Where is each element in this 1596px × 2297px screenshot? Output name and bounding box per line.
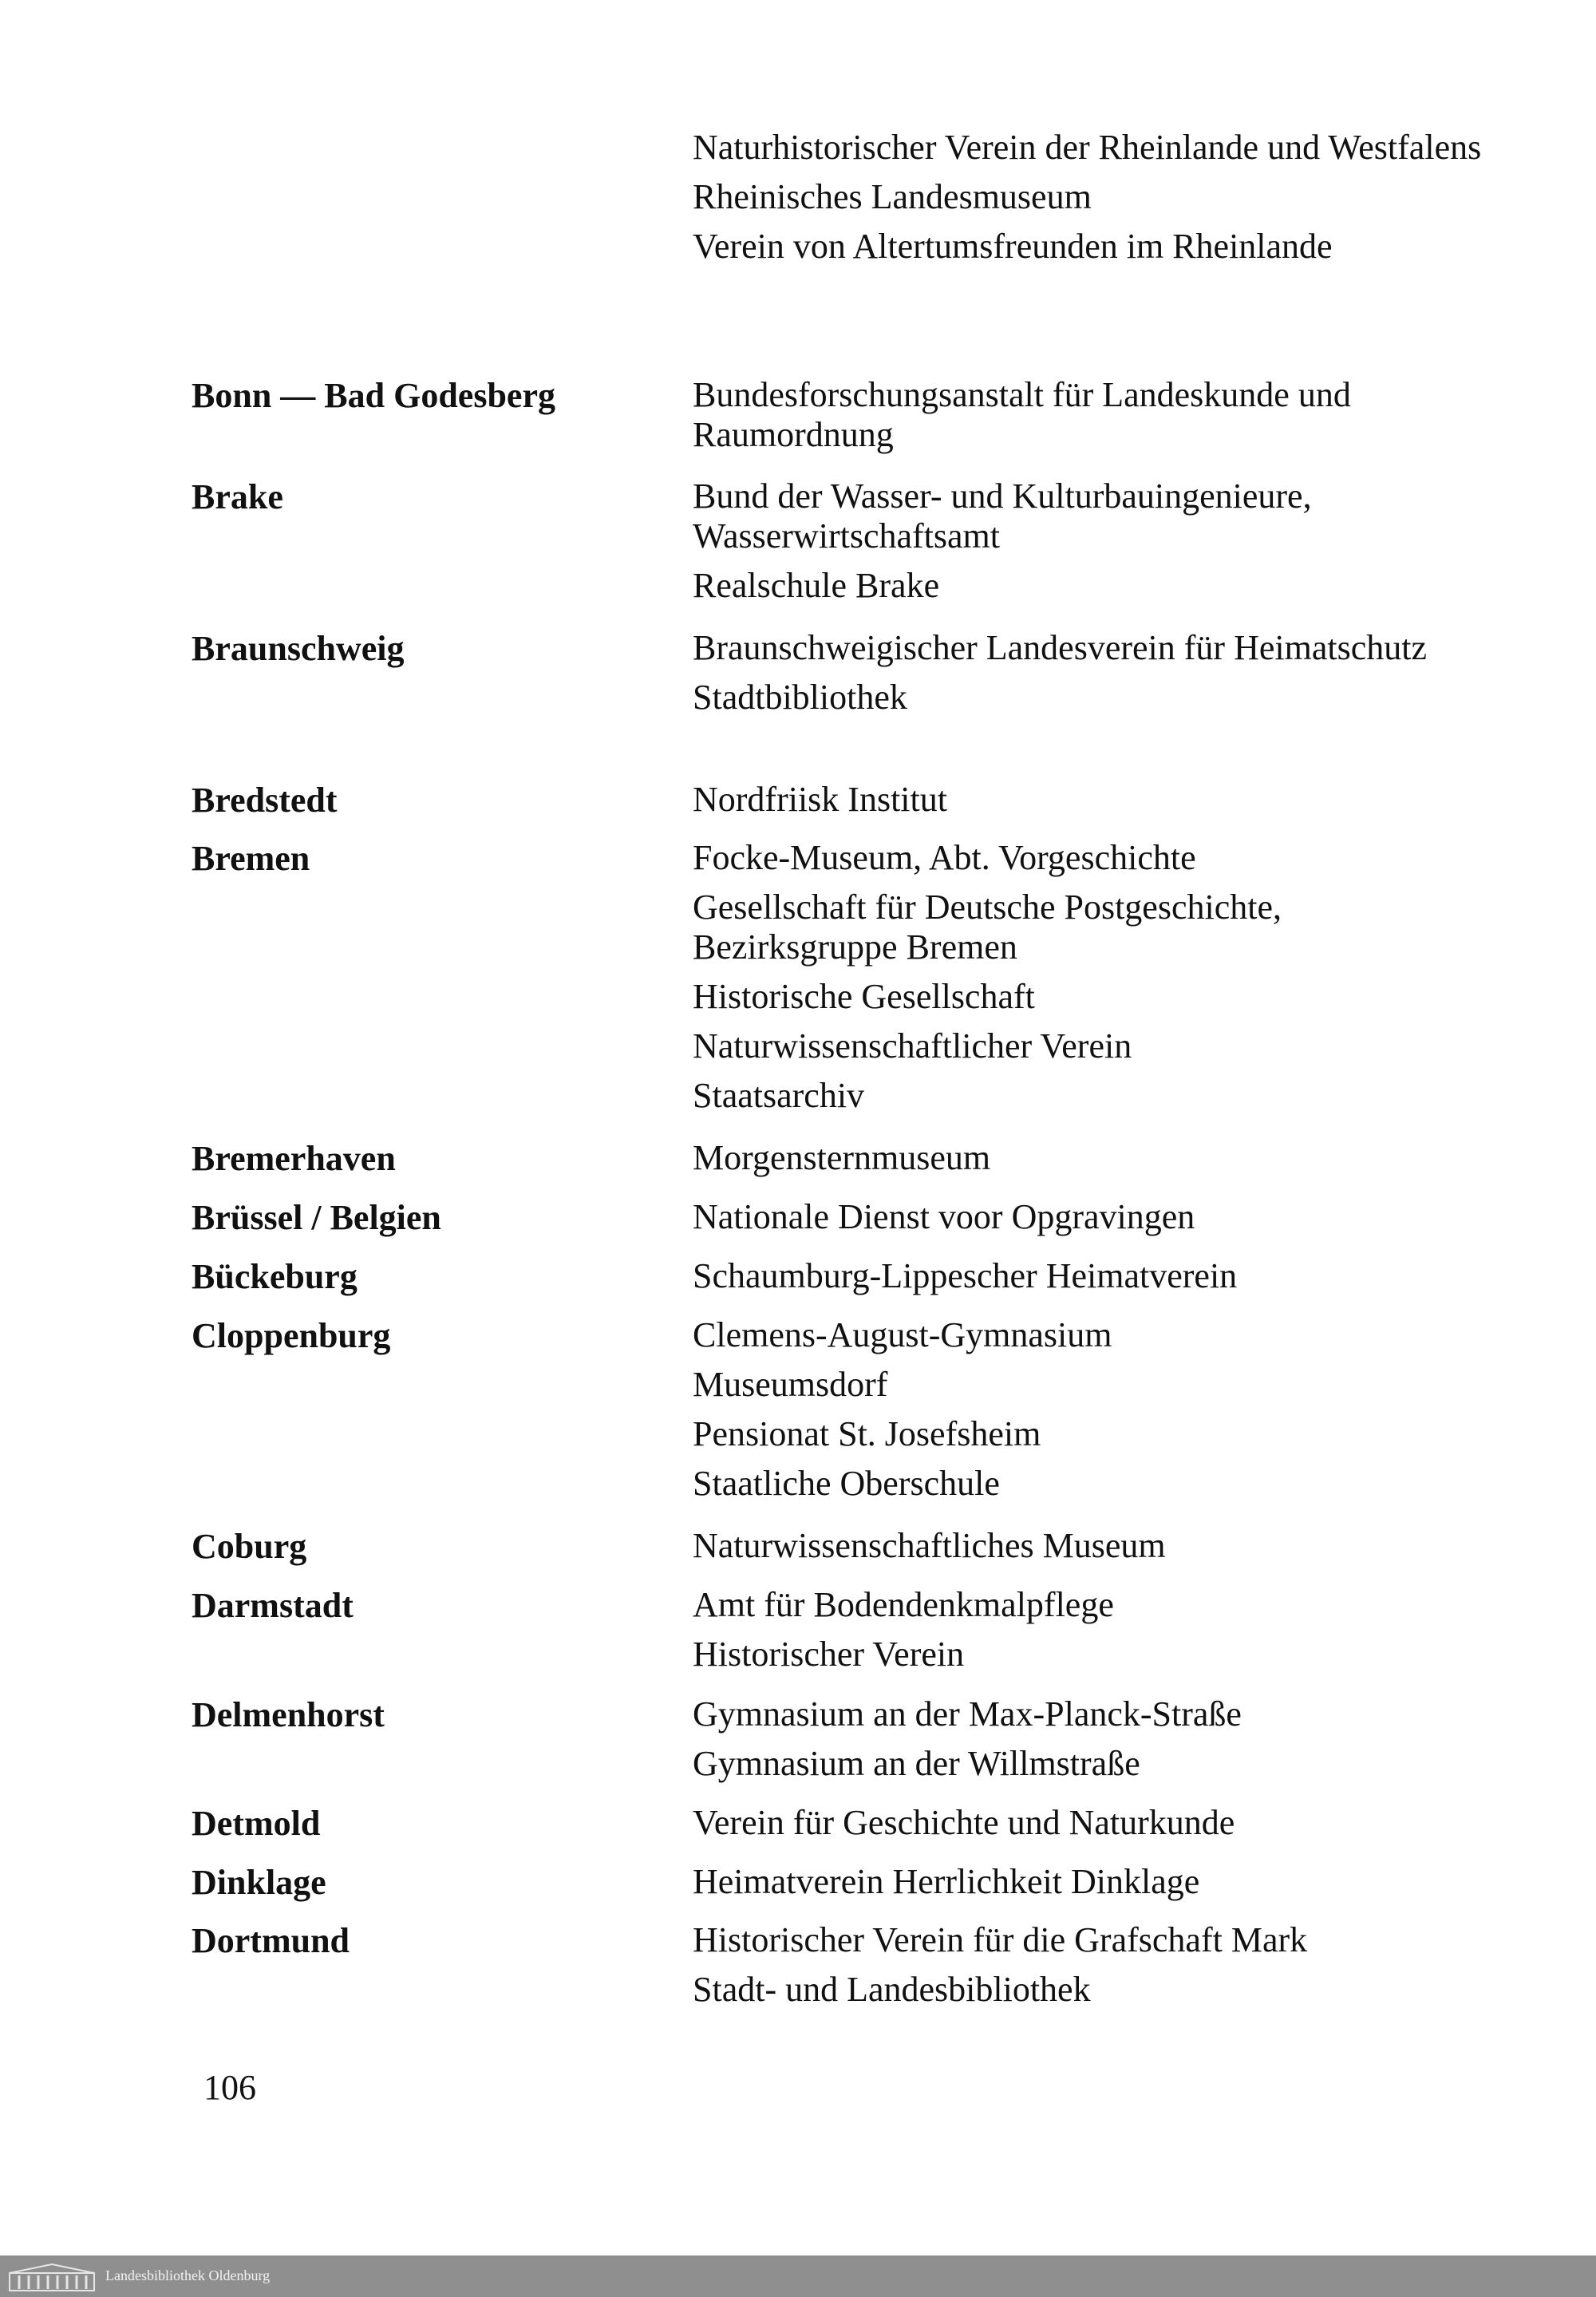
place-name: Delmenhorst [192, 1695, 385, 1734]
footer-library-name: Landesbibliothek Oldenburg [105, 2267, 271, 2283]
place-name: Brüssel / Belgien [192, 1198, 441, 1237]
institution: Staatliche Oberschule [693, 1464, 1000, 1503]
institution: Nationale Dienst voor Opgravingen [693, 1197, 1195, 1236]
institution: Historischer Verein für die Grafschaft Mark [693, 1920, 1308, 1959]
institution-list [693, 128, 1491, 276]
institution-list [693, 628, 1491, 727]
place-name: Braunschweig [192, 629, 405, 668]
institution: Bund der Wasser- und Kulturbauingenieure, Wasserwirtschaftsamt [693, 476, 1312, 555]
institution-list [693, 1862, 1491, 1912]
institution: Verein von Altertumsfreunden im Rheinlande [693, 227, 1333, 266]
institution: Historischer Verein [693, 1635, 965, 1674]
institution: Museumsdorf [693, 1365, 888, 1404]
page-number: 106 [203, 2068, 256, 2107]
institution-list [693, 1526, 1491, 1575]
institution-list [693, 375, 1491, 465]
institution: Focke-Museum, Abt. Vorgeschichte [693, 838, 1196, 877]
place-name: Brake [192, 477, 283, 516]
institution: Gymnasium an der Max-Planck-Straße [693, 1694, 1242, 1734]
institution: Verein für Geschichte und Naturkunde [693, 1803, 1235, 1842]
institution-list [693, 476, 1491, 615]
institution-list [693, 780, 1491, 829]
institution-list [693, 838, 1491, 1125]
institution: Gymnasium an der Willmstraße [693, 1744, 1140, 1783]
place-name: Cloppenburg [192, 1316, 391, 1355]
institution-list [693, 1803, 1491, 1852]
institution: Amt für Bodendenkmalpflege [693, 1585, 1114, 1624]
place-name: Darmstadt [192, 1586, 354, 1625]
institution-list [693, 1197, 1491, 1247]
institution: Heimatverein Herrlichkeit Dinklage [693, 1862, 1200, 1901]
institution: Rheinisches Landesmuseum [693, 177, 1092, 216]
institution: Staatsarchiv [693, 1076, 865, 1115]
institution: Clemens-August-Gymnasium [693, 1315, 1112, 1354]
institution-list [693, 1315, 1491, 1513]
place-name: Bredstedt [192, 781, 338, 820]
place-name: Bückeburg [192, 1257, 358, 1296]
place-name: Bremen [192, 839, 310, 878]
institution: Naturhistorischer Verein der Rheinlande und Westfalens [693, 128, 1482, 167]
place-name: Dortmund [192, 1921, 350, 1960]
institution-list [693, 1585, 1491, 1684]
institution-list [693, 1694, 1491, 1793]
institution-list [693, 1920, 1491, 2019]
institution: Stadt- und Landesbibliothek [693, 1970, 1091, 2009]
footer-bar [0, 2255, 1596, 2297]
institution: Realschule Brake [693, 566, 940, 605]
institution: Naturwissenschaftlicher Verein [693, 1026, 1132, 1065]
place-name: Bremerhaven [192, 1139, 396, 1178]
institution: Pensionat St. Josefsheim [693, 1414, 1041, 1453]
institution: Bundesforschungsanstalt für Landeskunde und Raumordnung [693, 375, 1351, 454]
place-name: Detmold [192, 1804, 321, 1843]
place-name: Bonn — Bad Godesberg [192, 376, 555, 415]
institution-list [693, 1138, 1491, 1188]
institution: Schaumburg-Lippescher Heimatverein [693, 1256, 1238, 1295]
library-building-icon [8, 2262, 96, 2292]
place-name: Dinklage [192, 1863, 326, 1902]
institution: Morgensternmuseum [693, 1138, 991, 1177]
institution: Stadtbibliothek [693, 678, 907, 717]
institution: Naturwissenschaftliches Museum [693, 1526, 1166, 1565]
institution-list [693, 1256, 1491, 1306]
place-name: Coburg [192, 1527, 307, 1566]
institution: Nordfriisk Institut [693, 780, 947, 819]
institution: Historische Gesellschaft [693, 977, 1035, 1016]
institution: Braunschweigischer Landesverein für Heimatschutz [693, 628, 1427, 667]
institution: Gesellschaft für Deutsche Postgeschichte, Bezirksgruppe Bremen [693, 888, 1282, 967]
